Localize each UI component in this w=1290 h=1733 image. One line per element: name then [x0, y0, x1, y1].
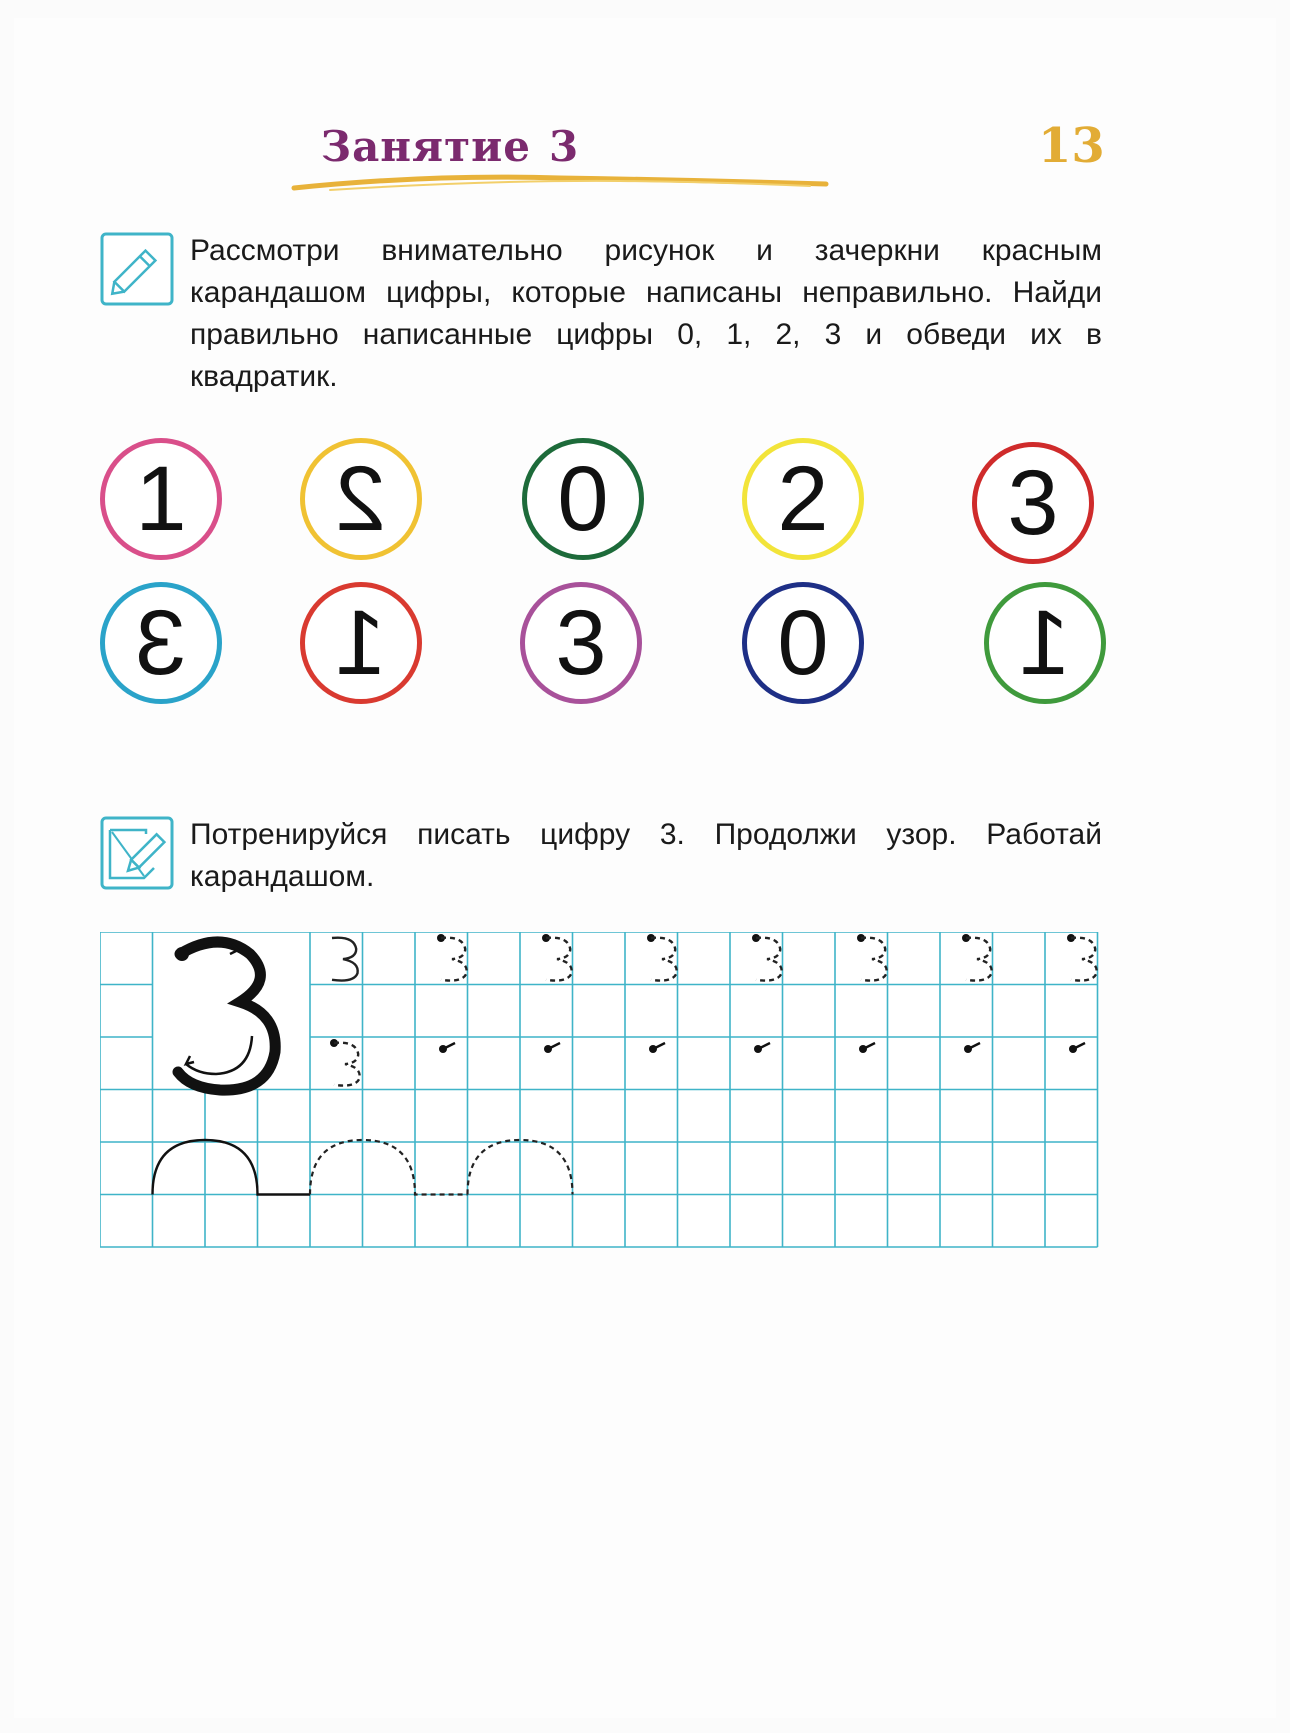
lesson-title [0, 122, 1095, 171]
digit-value: 3 [1007, 452, 1059, 554]
digit-circle[interactable] [972, 442, 1094, 564]
digit-circle[interactable] [300, 582, 422, 704]
start-dot [175, 947, 189, 961]
digit-value: 1 [335, 592, 387, 694]
page-number: 13 [1038, 118, 1105, 174]
digit-circle[interactable] [100, 582, 222, 704]
digit-value: 2 [777, 448, 829, 550]
digit-value: 0 [777, 592, 829, 694]
digit-circle[interactable] [100, 438, 222, 560]
lesson-title-word: Занятие [320, 122, 531, 171]
digit-value: 0 [557, 448, 609, 550]
practice-grid[interactable] [100, 932, 1104, 1248]
pencil-writing-icon [100, 816, 174, 890]
task2-text: Потренируйся писать цифру 3. Продолжи узор. Работай карандашом. [190, 818, 1102, 893]
digit-circle[interactable] [520, 582, 642, 704]
digit-circle[interactable] [742, 582, 864, 704]
digit-circle[interactable] [300, 438, 422, 560]
digit-value: 1 [1019, 592, 1071, 694]
digit-value: 1 [135, 448, 187, 550]
lesson-title-number: 3 [548, 122, 580, 171]
digit-value: 3 [135, 592, 187, 694]
pencil-icon [100, 232, 174, 306]
digit-circle[interactable] [522, 438, 644, 560]
digit-value: 2 [335, 448, 387, 550]
digit-circle[interactable] [742, 438, 864, 560]
title-underline [290, 172, 830, 196]
task1-text: Рассмотри внимательно рисунок и зачеркни красным карандашом цифры, которые написаны неправильно. Найди правильно написанные цифры 0, 1, 2, 3 и обведи их в квадратик. [190, 234, 1102, 393]
digit-value: 3 [555, 592, 607, 694]
digit-circle[interactable] [984, 582, 1106, 704]
